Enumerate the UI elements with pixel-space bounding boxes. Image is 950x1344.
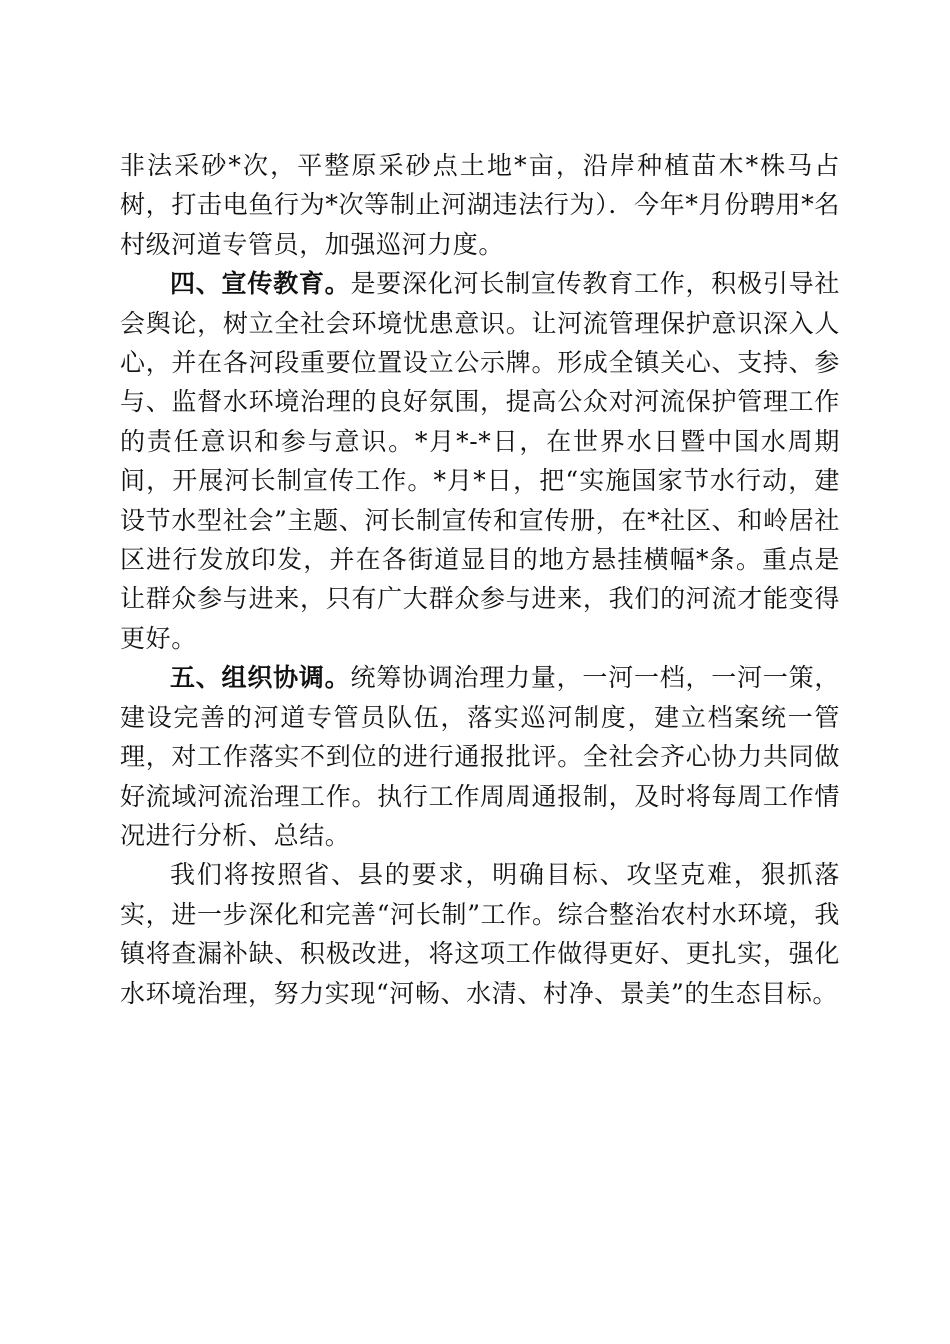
paragraph-organization-coordination (120, 658, 840, 855)
paragraph-text: 统筹协调治理力量，一河一档，一河一策，建设完善的河道专管员队伍，落实巡河制度，建立档案统一管理，对工作落实不到位的进行通报批评。全社会齐心协力共同做好流域河流治理工作。执行工作周周通报制，及时将每周工作情况进行分析、总结。 (120, 663, 841, 850)
paragraph-conclusion (120, 855, 840, 1013)
section-heading-publicity: 四、宣传教育。 (170, 269, 351, 299)
paragraph-text: 是要深化河长制宣传教育工作，积极引导社会舆论，树立全社会环境忧患意识。让河流管理保护意识深入人心，并在各河段重要位置设立公示牌。形成全镇关心、支持、参与、监督水环境治理的良好氛围，提高公众对河流保护管理工作的责任意识和参与意识。*月*-*日，在世界水日暨中国水周期间，开展河长制宣传工作。*月*日，把“实施国家节水行动，建设节水型社会”主题、河长制宣传和宣传册，在*社区、和岭居社区进行发放印发，并在各街道显目的地方悬挂横幅*条。重点是让群众参与进来，只有广大群众参与进来，我们的河流才能变得更好。 (120, 269, 841, 653)
paragraph-continuation (120, 146, 840, 264)
paragraph-text: 我们将按照省、县的要求，明确目标、攻坚克难，狠抓落实，进一步深化和完善“河长制”工作。综合整治农村水环境，我镇将查漏补缺、积极改进，将这项工作做得更好、更扎实，强化水环境治理，努力实现“河畅、水清、村净、景美”的生态目标。 (120, 860, 840, 1008)
section-heading-coordination: 五、组织协调。 (170, 663, 351, 693)
paragraph-publicity-education (120, 264, 840, 658)
paragraph-text: 非法采砂*次，平整原采砂点土地*亩，沿岸种植苗木*株马占树，打击电鱼行为*次等制止河湖违法行为）．今年*月份聘用*名村级河道专管员，加强巡河力度。 (120, 151, 840, 259)
document-page (120, 146, 840, 1013)
